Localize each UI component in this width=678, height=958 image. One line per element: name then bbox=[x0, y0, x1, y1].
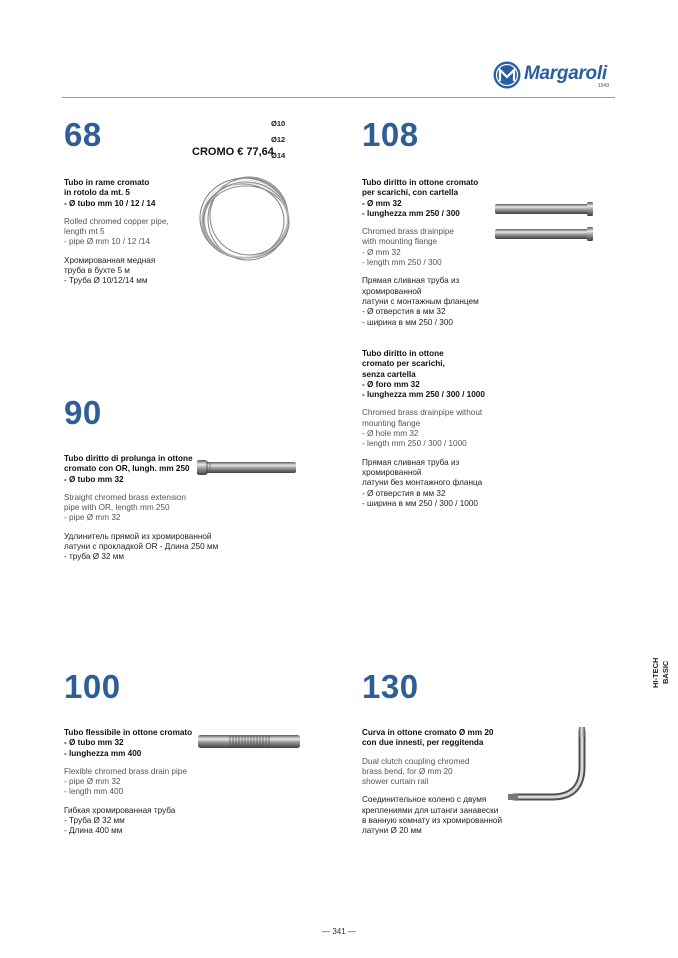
desc-en: Flexible chromed brass drain pipe - pipe Ø mm 32 - length mm 400 bbox=[64, 766, 187, 797]
product-68-description bbox=[64, 178, 214, 287]
desc-it: Tubo diritto di prolunga in ottone cromato con OR, lungh. mm 250 - Ø tubo mm 32 bbox=[64, 454, 193, 484]
diameter-12: Ø12 bbox=[271, 135, 286, 144]
product-number-100: 100 bbox=[64, 668, 121, 705]
product-100-description bbox=[64, 728, 214, 837]
brand-emblem-icon bbox=[492, 60, 522, 90]
flexible-pipe-image bbox=[198, 731, 303, 753]
desc-b-it: Tubo diritto in ottone cromato per scarichi, senza cartella - Ø foro mm 32 - lunghezza mm 250 / 300 / 1000 bbox=[362, 349, 485, 400]
page-number: — 341 — bbox=[322, 927, 356, 936]
extension-pipe-image bbox=[196, 458, 301, 478]
side-tab-line1: HI-TECH bbox=[651, 657, 660, 688]
desc-en: Dual clutch coupling chromed brass bend, for Ø mm 20 shower curtain rail bbox=[362, 756, 470, 787]
diameter-10: Ø10 bbox=[271, 119, 286, 128]
brand-name: Margaroli bbox=[524, 63, 607, 84]
side-tab-line2: BASIC bbox=[661, 660, 670, 684]
desc-ru: Гибкая хромированная труба - Труба Ø 32 мм - Длина 400 мм bbox=[64, 805, 176, 836]
coiled-pipe-image bbox=[196, 170, 296, 265]
product-number-108: 108 bbox=[362, 116, 419, 153]
desc-a-it: Tubo diritto in ottone cromato per scarichi, con cartella - Ø mm 32 - lunghezza mm 250 / 300 bbox=[362, 178, 479, 218]
desc-it: Tubo flessibile in ottone cromato - Ø tubo mm 32 - lunghezza mm 400 bbox=[64, 728, 193, 758]
product-number-68: 68 bbox=[64, 116, 102, 153]
desc-a-ru: Прямая сливная труба из хромированной латуни с монтажным фланцем - Ø отверстия в мм 32 - ширина в мм 250 / 300 bbox=[362, 276, 479, 327]
desc-b-en: Chromed brass drainpipe without mounting flange - Ø hole mm 32 - length mm 250 / 300 / 1000 bbox=[362, 408, 483, 449]
desc-a-en: Chromed brass drainpipe with mounting flange - Ø mm 32 - length mm 250 / 300 bbox=[362, 227, 454, 268]
product-number-130: 130 bbox=[362, 668, 419, 705]
desc-en: Straight chromed brass extension pipe with OR, length mm 250 - pipe Ø mm 32 bbox=[64, 492, 186, 523]
brand-year: 1949 bbox=[598, 83, 610, 89]
curved-bend-image bbox=[506, 727, 591, 807]
section-side-tab bbox=[649, 654, 673, 688]
desc-ru: Соединительное колено с двумя креплениями для штанги занавески в ванную комнату из хромированной латуни Ø 20 мм bbox=[362, 795, 503, 836]
product-130-description bbox=[362, 728, 512, 837]
product-number-90: 90 bbox=[64, 394, 102, 431]
desc-it: Tubo in rame cromato in rotolo da mt. 5 - Ø tubo mm 10 / 12 / 14 bbox=[64, 178, 156, 208]
desc-b-ru: Прямая сливная труба из хромированной латуни без монтажного фланца - Ø отверстия в мм 32 - ширина в мм 250 / 300 / 1000 bbox=[362, 457, 483, 508]
desc-en: Rolled chromed copper pipe, length mt 5 - pipe Ø mm 10 / 12 /14 bbox=[64, 216, 169, 247]
desc-it: Curva in ottone cromato Ø mm 20 con due innesti, per reggitenda bbox=[362, 728, 494, 748]
brand-logo bbox=[492, 60, 617, 92]
diameter-14: Ø14 bbox=[271, 151, 286, 160]
product-90-description bbox=[64, 454, 219, 563]
header-rule bbox=[62, 97, 615, 98]
price-chrome: CROMO € 77,64 bbox=[192, 146, 274, 158]
desc-ru: Хромированная медная труба в бухте 5 м - Труба Ø 10/12/14 мм bbox=[64, 255, 156, 286]
product-108-description-a bbox=[362, 178, 512, 328]
desc-ru: Удлинитель прямой из хромированной латуни с прокладкой OR - Длина 250 мм - труба Ø 32 мм bbox=[64, 531, 219, 562]
product-108-description-b bbox=[362, 349, 512, 509]
flanged-drainpipe-image bbox=[493, 200, 603, 245]
